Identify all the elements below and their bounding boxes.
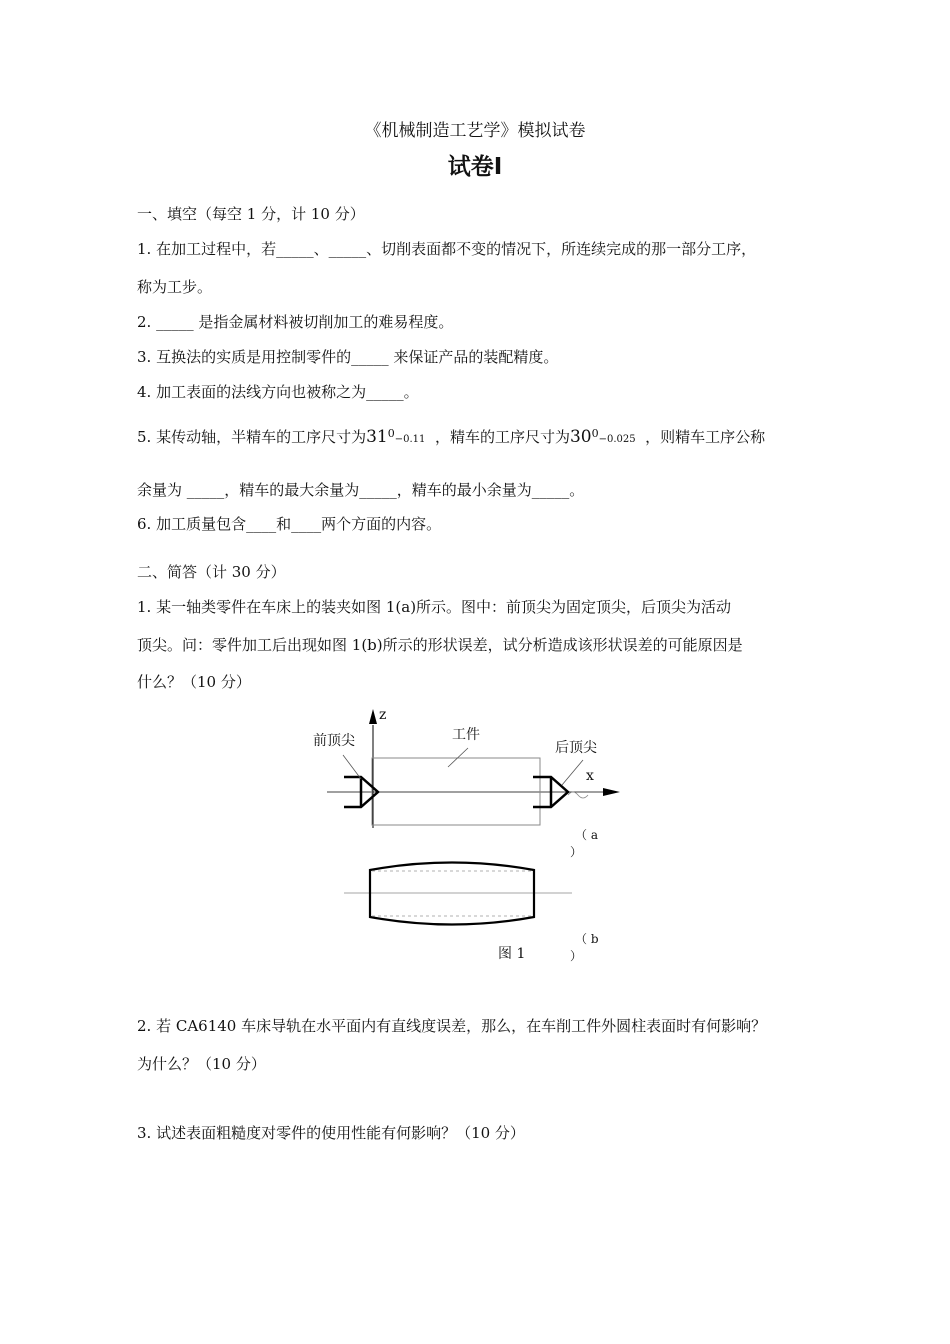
q5-dim1-upper: 0	[387, 427, 395, 440]
question-2-1-line2: 顶尖。问：零件加工后出现如图 1(b)所示的形状误差，试分析造成该形状误差的可能原因是	[137, 636, 743, 654]
question-2-3: 3. 试述表面粗糙度对零件的使用性能有何影响？（10 分）	[137, 1124, 525, 1142]
question-1-1-line1: 1. 在加工过程中，若_____、_____、切削表面都不变的情况下，所连续完成的那一部分工序，	[137, 240, 757, 258]
barrel-shape-outline	[370, 863, 534, 925]
label-a-close: ）	[570, 845, 583, 859]
question-2-2-line1: 2. 若 CA6140 车床导轨在水平面内有直线度误差，那么，在车削工件外圆柱表面时有何影响？	[137, 1017, 767, 1035]
question-2-1-line1: 1. 某一轴类零件在车床上的装夹如图 1(a)所示。图中：前顶尖为固定顶尖，后顶尖为活动	[137, 598, 732, 616]
rear-center-bearing-mark	[568, 792, 588, 798]
question-1-2: 2. _____ 是指金属材料被切削加工的难易程度。	[137, 313, 454, 331]
label-x-axis: x	[586, 768, 594, 784]
question-1-5-line2: 余量为 _____，精车的最大余量为_____，精车的最小余量为_____。	[137, 481, 585, 499]
label-b-open: （ b	[575, 932, 599, 946]
front-center-leader	[343, 755, 361, 779]
question-1-6: 6. 加工质量包含____和____两个方面的内容。	[137, 515, 442, 533]
exam-title: 《机械制造工艺学》模拟试卷	[364, 121, 586, 141]
q5-dim2-upper: 0	[591, 427, 599, 440]
q5-text-a: 5. 某传动轴，半精车的工序尺寸为	[137, 428, 367, 446]
q5-text-c: ，则精车工序公称	[645, 428, 766, 446]
label-b-close: ）	[570, 949, 583, 963]
q5-dim1-lower: −0.11	[394, 434, 426, 445]
label-front-center: 前顶尖	[313, 733, 355, 749]
label-rear-center: 后顶尖	[555, 740, 597, 756]
question-1-1-line2: 称为工步。	[137, 278, 213, 296]
exam-subtitle: 试卷Ⅰ	[447, 154, 503, 180]
section1-heading: 一、填空（每空 1 分，计 10 分）	[137, 205, 365, 223]
section2-heading: 二、简答（计 30 分）	[137, 563, 286, 581]
q5-text-b: ，精车的工序尺寸为	[434, 428, 570, 446]
label-a-open: （ a	[575, 828, 598, 842]
question-1-3: 3. 互换法的实质是用控制零件的_____ 来保证产品的装配精度。	[137, 348, 559, 366]
q5-dim1: 31	[366, 427, 388, 447]
question-1-4: 4. 加工表面的法线方向也被称之为_____。	[137, 383, 419, 401]
q5-dim2: 30	[569, 427, 592, 447]
q5-dim2-lower: −0.025	[598, 434, 636, 445]
figure-caption: 图 1	[498, 946, 526, 962]
x-axis-arrow	[603, 788, 620, 796]
question-2-2-line2: 为什么？（10 分）	[137, 1055, 266, 1073]
workpiece-rect	[372, 758, 540, 825]
rear-center-leader	[562, 760, 583, 785]
label-z-axis: z	[379, 707, 387, 723]
z-axis-arrow	[369, 709, 377, 724]
question-2-1-line3: 什么？（10 分）	[137, 673, 251, 691]
label-workpiece: 工件	[452, 727, 480, 743]
